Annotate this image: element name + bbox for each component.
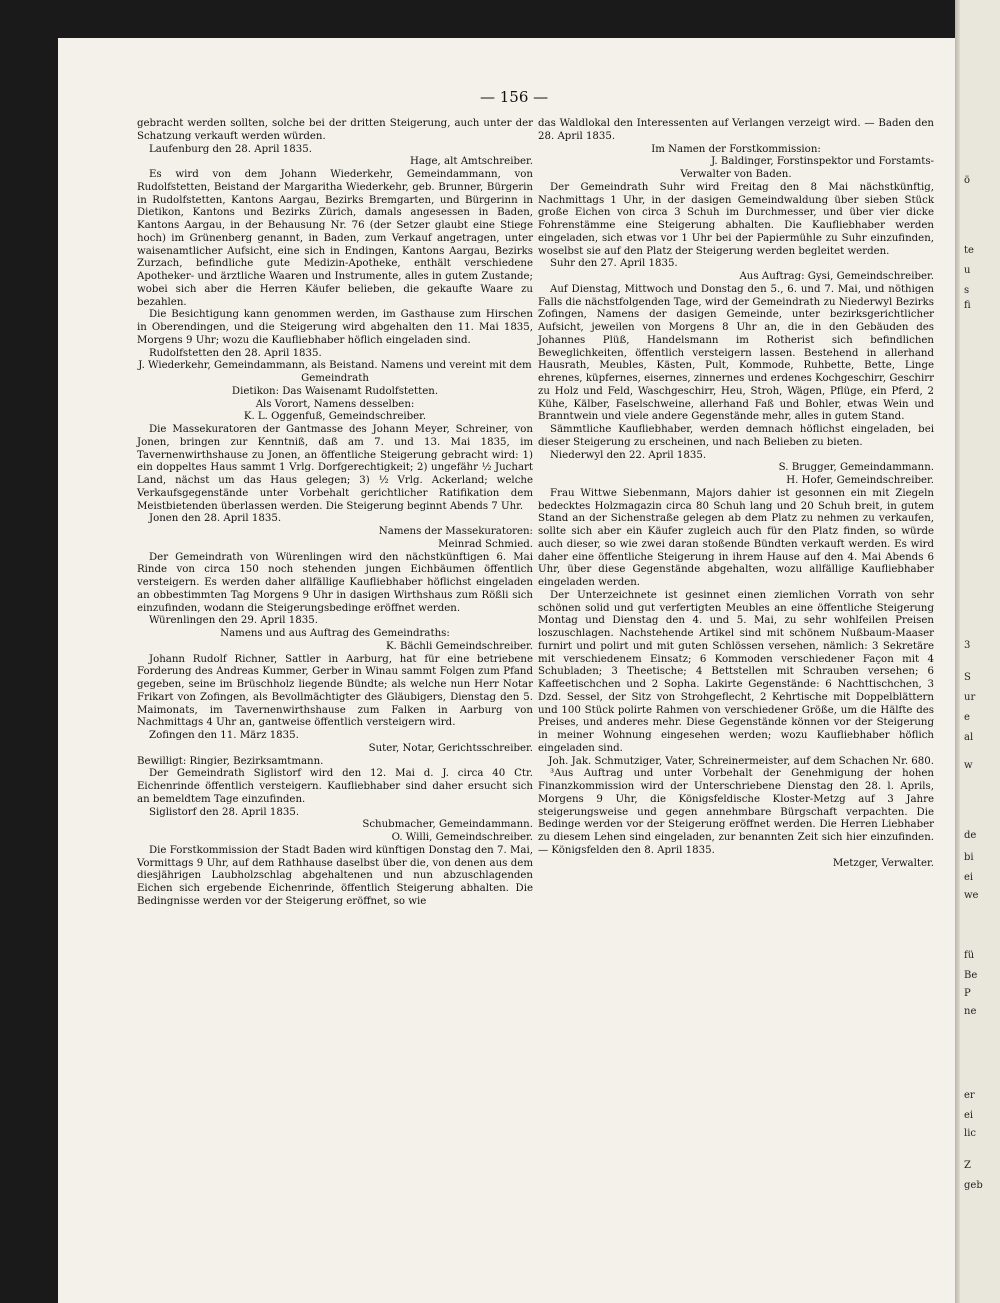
next-page-fragment: e: [964, 712, 970, 723]
next-page-fragment: u: [964, 265, 971, 276]
left-column-paragraph: Die Massekuratoren der Gantmasse des Johann Meyer, Schreiner, von Jonen, bringen zur Kenntniß, daß am 7. und 13. Mai 1835, im Tavernenwirthshause zu Jonen, an öffentliche Steigerung gebracht wird: 1) ein doppeltes Haus sammt 1 Vrlg. Dorfgerechtigkeit; 2) ungefähr ½ Juchart Land, nächst um das Haus gelegen; 3) ½ Vrlg. Ackerland; welche Verkaufsgegenstände unter Vorbehalt gerichtlicher Ratifikation dem Meistbietenden überlassen werden. Die Steigerung beginnt Abends 7 Uhr.: [137, 424, 533, 512]
right-column-paragraph: Suhr den 27. April 1835.: [550, 258, 678, 270]
right-column-paragraph: ³Aus Auftrag und unter Vorbehalt der Genehmigung der hohen Finanzkommission wird der Unterschriebene Dienstag den 28. l. Aprils, Morgens 9 Uhr, die Königsfeldische Kloster-Metzg auf 3 Jahre steigerungsweise und gegen annehmbare Bürgschaft verpachten. Die Bedinge werden vor der Steigerung eröffnet werden. Die Herren Liebhaber zu diesem Lehen sind eingeladen, zur benannten Zeit sich hier einzufinden. — Königsfelden den 8. April 1835.: [538, 768, 934, 856]
next-page-fragment: s: [964, 285, 970, 296]
next-page-fragment: w: [964, 760, 973, 771]
right-column-paragraph: Metzger, Verwalter.: [832, 857, 934, 869]
next-page-fragment: geb: [964, 1180, 983, 1191]
next-page-fragment: ei: [964, 872, 974, 883]
left-column-paragraph: Rudolfstetten den 28. April 1835.: [149, 347, 322, 359]
right-column-paragraph: Verwalter von Baden.: [680, 169, 792, 180]
next-page-fragment: fi: [964, 300, 971, 311]
right-column-paragraph: Auf Dienstag, Mittwoch und Donstag den 5., 6. und 7. Mai, und nöthigen Falls die nächstfolgenden Tage, wird der Gemeindrath zu Niederwyl Bezirks Zofingen, Namens der dasigen Gemeinde, unter bezirksgerichtlicher Aufsicht, jeweilen von Morgens 8 Uhr an, die in den Gebäuden des Johannes Plüß, Handelsmann im Rotherist sich befindlichen Beweglichkeiten, öffentlich versteigern lassen. Bestehend in allerhand Hausrath, Meubles, Kästen, Pult, Kommode, Ruhbette, Bette, Linge ehrenes, küpfernes, eisernes, zinnernes und erdenes Kochgeschirr, Geschirr zu Holz und Feld, Waschgeschirr, Heu, Stroh, Wägen, Pflüge, ein Pferd, 2 Kühe, Kälber, Faselschweine, allerhand Faß und Bohler, etwas Wein und Branntwein und viele andere Gegenstände mehr, alles in gutem Stand.: [538, 283, 934, 423]
next-page-fragment: al: [964, 732, 974, 743]
right-column-paragraph: Joh. Jak. Schmutziger, Vater, Schreinermeister, auf dem Schachen Nr. 680.: [548, 755, 934, 767]
next-page-fragment: 3: [964, 640, 971, 651]
left-column-paragraph: Dietikon: Das Waisenamt Rudolfstetten.: [231, 385, 439, 397]
left-column-paragraph: Namens der Massekuratoren:: [378, 526, 533, 537]
left-column-paragraph: Würenlingen den 29. April 1835.: [149, 615, 318, 627]
next-page-fragment: de: [964, 830, 977, 841]
left-column-paragraph: Namens und aus Auftrag des Gemeindraths:: [220, 628, 450, 639]
left-column-paragraph: Suter, Notar, Gerichtsschreiber.: [368, 742, 533, 754]
page-number: — 156 —: [480, 88, 549, 106]
right-column-paragraph: H. Hofer, Gemeindschreiber.: [786, 475, 934, 486]
next-page-fragment: P: [964, 988, 971, 999]
right-column-paragraph: Frau Wittwe Siebenmann, Majors dahier ist gesonnen ein mit Ziegeln bedecktes Holzmagazin circa 80 Schuh lang und 20 Schuh breit, in gutem Stand an der Sichenstraße gelegen ab dem Platz zu nehmen zu verkaufen, sollte sich aber ein Käufer zugleich auch für den Platz finden, so würde auch dieser, so wie zwei daran stoßende Bündten verkauft werden. Es wird daher eine öffentliche Steigerung in ihrem Hause auf den 4. Mai Abends 6 Uhr, über diese Gegenstände abgehalten, wozu allfällige Kaufliebhaber eingeladen werden.: [538, 487, 934, 588]
next-page-fragment: lic: [964, 1128, 976, 1139]
next-page-fragment: bi: [964, 852, 974, 863]
next-page-fragment: er: [964, 1090, 975, 1101]
next-page-fragment: S: [964, 672, 971, 683]
right-column-paragraph: Der Gemeindrath Suhr wird Freitag den 8 Mai nächstkünftig, Nachmittags 1 Uhr, in der dasigen Gemeindwaldung über sieben Stück große Eichen von circa 3 Schuh im Durchmesser, und über vier dicke Fohrenstämme eine Steigerung abhalten. Die Kaufliebhaber werden eingeladen, sich etwas vor 1 Uhr bei der Papiermühle zu Suhr einzufinden, woselbst sie auf den Platz der Steigerung werden begleitet werden.: [538, 181, 934, 257]
right-column-paragraph: J. Baldinger, Forstinspektor und Forstamts-: [711, 156, 934, 168]
left-column-paragraph: Schubmacher, Gemeindammann.: [362, 819, 533, 831]
right-column-paragraph: das Waldlokal den Interessenten auf Verlangen verzeigt wird. — Baden den 28. April 1835.: [538, 118, 934, 142]
next-page-fragment: fü: [964, 950, 975, 961]
right-column-paragraph: Niederwyl den 22. April 1835.: [550, 449, 707, 461]
left-column-paragraph: Zofingen den 11. März 1835.: [149, 730, 299, 741]
right-column-paragraph: Der Unterzeichnete ist gesinnet einen ziemlichen Vorrath von sehr schönen solid und gut verfertigten Meubles an eine öffentliche Steigerung Montag und Dienstag den 4. und 5. Mai, zu sehr wohlfeilen Preisen loszuschlagen. Nachstehende Artikel sind mit schönem Nußbaum-Maaser furnirt und polirt und mit guten Schlössen versehen, nämlich: 3 Sekretäre mit verschiedenem Einsatz; 6 Kommoden verschiedener Façon mit 4 Schubladen; 3 Theetische; 4 Bettstellen mit Schrauben versehen; 6 Kaffeetischchen und 2 Sopha. Lakirte Gegenstände: 6 Nachttischchen, 3 Dzd. Sessel, der Sitz von Strohgeflecht, 2 Kehrtische mit Doppelblättern und 100 Stück polirte Rahmen von verschiedener Größe, um die Hälfte des Preises, und anderes mehr. Diese Gegenstände können vor der Steigerung in meiner Wohnung eingesehen werden; wozu Kaufliebhaber höflich eingeladen sind.: [538, 589, 934, 754]
left-column-paragraph: Es wird von dem Johann Wiederkehr, Gemeindammann, von Rudolfstetten, Beistand der Margaritha Wiederkehr, geb. Brunner, Bürgerin in Rudolfstetten, Kantons Aargau, Bezirks Bremgarten, und Bürgerinn in Dietikon, Kantons und Bezirks Zürich, damals angesessen in Baden, Kantons Aargau, in der Behausung Nr. 76 (der Setzer glaubt eine Stiege hoch) im Grünenberg genannt, in Baden, zum Verkauf angetragen, unter waisenamtlicher Aufsicht, eine sich in Endingen, Kantons Aargau, Bezirks Zurzach, befindliche gute Medizin-Apotheke, enthält verschiedene Apotheker- und ärztliche Waaren und Instrumente, alles in gutem Zustande; wobei sich aber die Herren Käufer belieben, die gekaufte Waare zu bezahlen.: [137, 169, 533, 308]
left-column-paragraph: Die Forstkommission der Stadt Baden wird künftigen Donstag den 7. Mai, Vormittags 9 Uhr, auf dem Rathhause daselbst über die, von denen aus dem diesjährigen Laubholzschlag abgehaltenen und nun abzuschlagenden Eichen sich ergebende Eichenrinde, öffentlich Steigerung abhalten. Die Bedingnisse werden vor der Steigerung eröffnet, so wie: [137, 844, 533, 907]
right-column-paragraph: Im Namen der Forstkommission:: [651, 143, 821, 155]
left-column-paragraph: O. Willi, Gemeindschreiber.: [391, 832, 533, 843]
left-column-paragraph: Die Besichtigung kann genommen werden, im Gasthause zum Hirschen in Oberendingen, und die Steigerung wird abgehalten den 11. Mai 1835, Morgens 9 Uhr; wozu die Kaufliebhaber höflich eingeladen sind.: [137, 309, 533, 346]
next-page-fragment: Be: [964, 970, 978, 981]
left-column-paragraph: Johann Rudolf Richner, Sattler in Aarburg, hat für eine betriebene Forderung des Andreas Kummer, Gerber in Winau sammt Folgen zum Pfand gegeben, seine im Brüschholz liegende Bündte; als welche nun Herr Notar Frikart von Zofingen, als Bevollmächtigter des Gläubigers, Dienstag den 5. Maimonats, im Tavernenwirthshause zum Falken in Aarburg von Nachmittags 4 Uhr an, gantweise öffentlich versteigern wird.: [137, 653, 533, 729]
left-column-paragraph: Jonen den 28. April 1835.: [149, 513, 282, 525]
left-column-paragraph: Bewilligt: Ringier, Bezirksamtmann.: [137, 755, 324, 767]
left-column-paragraph: Als Vorort, Namens desselben:: [255, 398, 415, 410]
right-column-paragraph: Sämmtliche Kaufliebhaber, werden demnach höflichst eingeladen, bei dieser Steigerung zu erscheinen, und nach Belieben zu bieten.: [538, 424, 934, 448]
left-column-paragraph: K. L. Oggenfuß, Gemeindschreiber.: [243, 411, 427, 423]
right-column: [538, 118, 934, 870]
left-column-paragraph: Der Gemeindrath Siglistorf wird den 12. Mai d. J. circa 40 Ctr. Eichenrinde öffentlich versteigern. Kaufliebhaber sind daher ersucht sich an bemeldtem Tage einzufinden.: [137, 768, 533, 805]
right-column-paragraph: S. Brugger, Gemeindammann.: [778, 462, 934, 474]
left-column: [137, 118, 533, 909]
left-column-paragraph: K. Bächli Gemeindschreiber.: [385, 640, 533, 652]
next-page-fragment: ö: [964, 175, 971, 186]
left-column-paragraph: Meinrad Schmied.: [438, 538, 533, 550]
left-column-paragraph: Hage, alt Amtschreiber.: [410, 156, 533, 168]
next-page-fragment: ur: [964, 692, 976, 703]
left-column-paragraph: Der Gemeindrath von Würenlingen wird den nächstkünftigen 6. Mai Rinde von circa 150 noch stehenden jungen Eichbäumen öffentlich versteigern. Es werden daher allfällige Kaufliebhaber höflichst eingeladen an obbestimmten Tag Morgens 9 Uhr in dasigen Wirthshaus zum Rößli sich einzufinden, wodann die Steigerungsbedinge eröffnet werden.: [137, 551, 533, 614]
next-page-fragment: we: [964, 890, 979, 901]
left-column-paragraph: gebracht werden sollten, solche bei der dritten Steigerung, auch unter der Schatzung verkauft werden würden.: [137, 118, 533, 142]
next-page-fragment: ei: [964, 1110, 974, 1121]
next-page-fragment: te: [964, 245, 974, 256]
left-column-paragraph: J. Wiederkehr, Gemeindammann, als Beistand. Namens und vereint mit dem Gemeindrath: [138, 360, 532, 384]
next-page-fragment: Z: [964, 1160, 971, 1171]
next-page-fragment: ne: [964, 1006, 977, 1017]
adjacent-page-edge: [960, 0, 1000, 1303]
left-column-paragraph: Siglistorf den 28. April 1835.: [149, 806, 300, 818]
left-column-paragraph: Laufenburg den 28. April 1835.: [149, 143, 312, 155]
right-column-paragraph: Aus Auftrag: Gysi, Gemeindschreiber.: [739, 271, 934, 282]
